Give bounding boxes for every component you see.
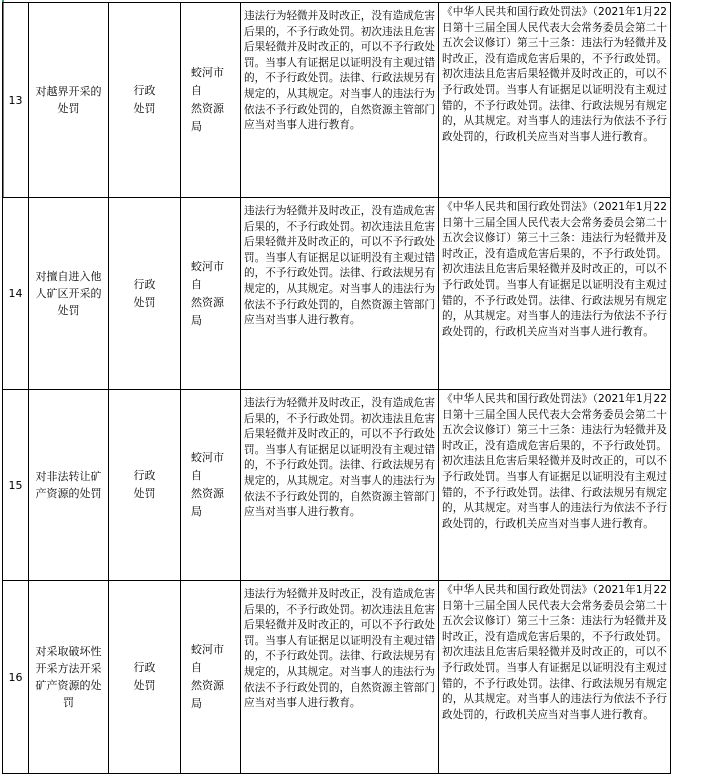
row-number[interactable]: 16 bbox=[3, 581, 29, 774]
exemption-conditions[interactable]: 违法行为轻微并及时改正，没有造成危害后果的，不予行政处罚。初次违法且危害后果轻微并及时改正的，可以不予行政处罚。当事人有证据足以证明没有主观过错的，不予行政处罚。法律、行政法规另有规定的，从其规定。对当事人的违法行为依法不予行政处罚的，自然资源主管部门应当对当事人进行教育。 bbox=[241, 3, 439, 198]
row-number[interactable]: 13 bbox=[3, 3, 29, 198]
exemption-conditions[interactable]: 违法行为轻微并及时改正，没有造成危害后果的，不予行政处罚。初次违法且危害后果轻微并及时改正的，可以不予行政处罚。当事人有证据足以证明没有主观过错的，不予行政处罚。法律、行政法规另有规定的，从其规定。对当事人的违法行为依法不予行政处罚的，自然资源主管部门应当对当事人进行教育。 bbox=[241, 581, 439, 774]
legal-basis[interactable]: 《中华人民共和国行政处罚法》（2021年1月22日第十三届全国人民代表大会常务委员会第二十五次会议修订）第三十三条：违法行为轻微并及时改正，没有造成危害后果的，不予行政处罚。初次违法且危害后果轻微并及时改正的，可以不予行政处罚。当事人有证据足以证明没有主观过错的，不予行政处罚。法律、行政法规另有规定的，从其规定。对当事人的违法行为依法不予行政处罚的，行政机关应当对当事人进行教育。 bbox=[439, 3, 671, 198]
item-category[interactable]: 行政 处罚 bbox=[109, 581, 181, 774]
item-category[interactable]: 行政 处罚 bbox=[109, 198, 181, 390]
implementing-agency[interactable]: 蛟河市自 然资源局 bbox=[181, 581, 241, 774]
implementing-agency[interactable]: 蛟河市自 然资源局 bbox=[181, 3, 241, 198]
legal-basis[interactable]: 《中华人民共和国行政处罚法》（2021年1月22日第十三届全国人民代表大会常务委员会第二十五次会议修订）第三十三条：违法行为轻微并及时改正，没有造成危害后果的，不予行政处罚。初次违法且危害后果轻微并及时改正的，可以不予行政处罚。当事人有证据足以证明没有主观过错的，不予行政处罚。法律、行政法规另有规定的，从其规定。对当事人的违法行为依法不予行政处罚的，行政机关应当对当事人进行教育。 bbox=[439, 390, 671, 581]
implementing-agency[interactable]: 蛟河市自 然资源局 bbox=[181, 390, 241, 581]
legal-basis[interactable]: 《中华人民共和国行政处罚法》（2021年1月22日第十三届全国人民代表大会常务委员会第二十五次会议修订）第三十三条：违法行为轻微并及时改正，没有造成危害后果的，不予行政处罚。初次违法且危害后果轻微并及时改正的，可以不予行政处罚。当事人有证据足以证明没有主观过错的，不予行政处罚。法律、行政法规另有规定的，从其规定。对当事人的违法行为依法不予行政处罚的，行政机关应当对当事人进行教育。 bbox=[439, 198, 671, 390]
implementing-agency[interactable]: 蛟河市自 然资源局 bbox=[181, 198, 241, 390]
item-name[interactable]: 对越界开采的 处罚 bbox=[29, 3, 109, 198]
row-number[interactable]: 15 bbox=[3, 390, 29, 581]
table-row bbox=[3, 390, 671, 581]
item-name[interactable]: 对非法转让矿 产资源的处罚 bbox=[29, 390, 109, 581]
table-row bbox=[3, 198, 671, 390]
legal-basis[interactable]: 《中华人民共和国行政处罚法》（2021年1月22日第十三届全国人民代表大会常务委员会第二十五次会议修订）第三十三条：违法行为轻微并及时改正，没有造成危害后果的，不予行政处罚。初次违法且危害后果轻微并及时改正的，可以不予行政处罚。当事人有证据足以证明没有主观过错的，不予行政处罚。法律、行政法规另有规定的，从其规定。对当事人的违法行为依法不予行政处罚的，行政机关应当对当事人进行教育。 bbox=[439, 581, 671, 774]
item-name[interactable]: 对采取破坏性 开采方法开采 矿产资源的处 罚 bbox=[29, 581, 109, 774]
exemption-conditions[interactable]: 违法行为轻微并及时改正，没有造成危害后果的，不予行政处罚。初次违法且危害后果轻微并及时改正的，可以不予行政处罚。当事人有证据足以证明没有主观过错的，不予行政处罚。法律、行政法规另有规定的，从其规定。对当事人的违法行为依法不予行政处罚的，自然资源主管部门应当对当事人进行教育。 bbox=[241, 390, 439, 581]
table-row bbox=[3, 581, 671, 774]
table-row bbox=[3, 3, 671, 198]
item-name[interactable]: 对擅自进入他 人矿区开采的 处罚 bbox=[29, 198, 109, 390]
item-category[interactable]: 行政 处罚 bbox=[109, 390, 181, 581]
penalty-exemption-table bbox=[2, 2, 671, 774]
item-category[interactable]: 行政 处罚 bbox=[109, 3, 181, 198]
row-number[interactable]: 14 bbox=[3, 198, 29, 390]
exemption-conditions[interactable]: 违法行为轻微并及时改正，没有造成危害后果的，不予行政处罚。初次违法且危害后果轻微并及时改正的，可以不予行政处罚。当事人有证据足以证明没有主观过错的，不予行政处罚。法律、行政法规另有规定的，从其规定。对当事人的违法行为依法不予行政处罚的，自然资源主管部门应当对当事人进行教育。 bbox=[241, 198, 439, 390]
